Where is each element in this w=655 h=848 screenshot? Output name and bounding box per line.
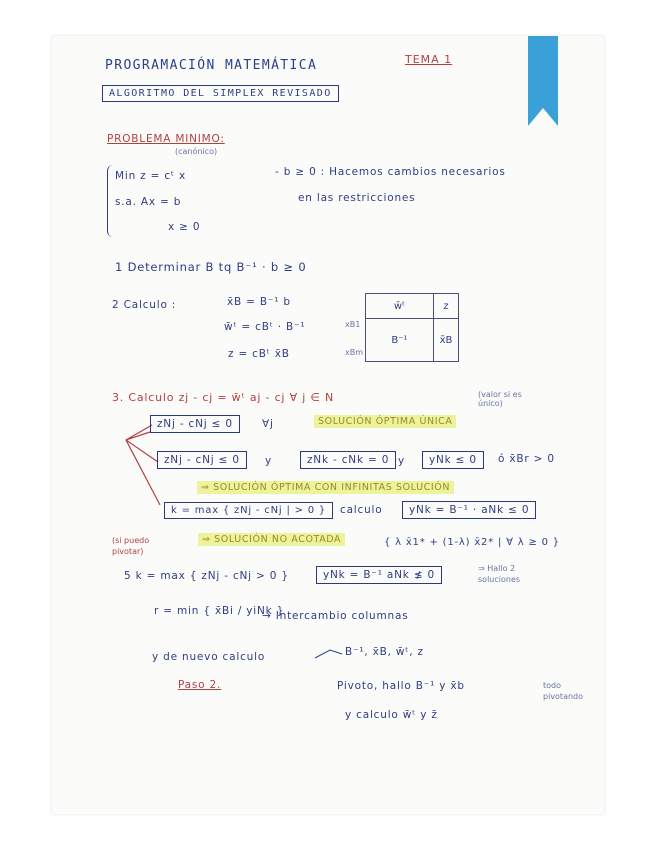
case-2-and: y <box>265 455 273 467</box>
nonneg-line: x ≥ 0 <box>168 221 201 233</box>
pivoto-line: Pivoto, hallo B⁻¹ y x̄b <box>337 680 465 692</box>
step-1: 1 Determinar B tq B⁻¹ · b ≥ 0 <box>115 260 307 274</box>
case-1-box: zNj - cNj ≤ 0 <box>150 415 240 433</box>
step-6-list: B⁻¹, x̄B, w̄ᵗ, z <box>345 646 424 658</box>
case-2-box-2: zNk - cNk = 0 <box>300 451 396 469</box>
page-title: PROGRAMACIÓN MATEMÁTICA <box>105 58 318 73</box>
case-2-box-3: yNk ≤ 0 <box>422 451 484 469</box>
final-calc-line: y calculo w̄ᵗ y z̄ <box>345 709 438 721</box>
step-2-xb: x̄B = B⁻¹ b <box>227 296 291 308</box>
subtitle-box: ALGORITMO DEL SIMPLEX REVISADO <box>102 85 339 102</box>
objective-line: Min z = cᵗ x <box>115 170 186 182</box>
case-3-highlight: ⇒ SOLUCIÓN NO ACOTADA <box>198 533 345 546</box>
step-3: 3. Calculo zj - cj = w̄ᵗ aj - cj ∀ j ∈ N <box>112 391 335 404</box>
pivoto-note: todo pivotando <box>543 681 584 701</box>
step-5-box: yNk = B⁻¹ aNk ≰ 0 <box>316 566 442 584</box>
step-2-wt: w̄ᵗ = cBᵗ · B⁻¹ <box>224 321 306 333</box>
step-5-rmin: r = min { x̄Bi / yiNk } <box>154 605 285 617</box>
case-3-ray: { λ x̄1* + (1-λ) x̄2* | ∀ λ ≥ 0 } <box>384 537 560 548</box>
step-5-note: ⇒ Hallo 2 soluciones <box>478 564 521 584</box>
table-row-label-1: xB1 <box>345 320 361 329</box>
step-3-note: (valor si es único) <box>478 390 522 408</box>
case-2-or: ó x̄Br > 0 <box>498 453 555 465</box>
case-2-and-2: y <box>398 455 406 467</box>
table-z-cell: z <box>434 294 459 319</box>
step-6: y de nuevo calculo <box>152 651 266 663</box>
condition-line-1: - b ≥ 0 : Hacemos cambios necesarios <box>275 166 506 178</box>
table-xb-cell: x̄B <box>434 319 459 362</box>
table-wt-cell: w̄ᵗ <box>366 294 434 319</box>
condition-line-2: en las restricciones <box>298 192 416 204</box>
step-2-z: z = cBᵗ x̄B <box>228 348 290 360</box>
case-2-highlight: ⇒ SOLUCIÓN ÓPTIMA CON INFINITAS SOLUCIÓN <box>197 481 454 494</box>
problema-heading: PROBLEMA MINIMO: <box>107 133 225 145</box>
step-5: 5 k = max { zNj - cNj > 0 } <box>124 570 289 582</box>
step-5-exchange: → Intercambio columnas <box>262 610 409 622</box>
case-3-side: (si puedo pivotar) <box>112 536 150 556</box>
paso-label: Paso 2. <box>178 679 222 691</box>
case-1-forall: ∀j <box>262 418 274 430</box>
table-row-label-2: xBm <box>345 348 364 357</box>
case-3-box-2: yNk = B⁻¹ · aNk ≤ 0 <box>402 501 536 519</box>
case-3-calc: calculo <box>340 504 383 516</box>
case-2-box: zNj - cNj ≤ 0 <box>157 451 247 469</box>
problema-note: (canónico) <box>175 147 218 156</box>
case-1-highlight: SOLUCIÓN ÓPTIMA ÚNICA <box>314 415 456 428</box>
case-3-box: k = max { zNj - cNj | > 0 } <box>164 502 333 519</box>
table-binv-cell: B⁻¹ <box>366 319 434 362</box>
tema-label: TEMA 1 <box>405 53 453 66</box>
constraint-line: s.a. Ax = b <box>115 196 182 208</box>
step-2-label: 2 Calculo : <box>112 299 177 311</box>
